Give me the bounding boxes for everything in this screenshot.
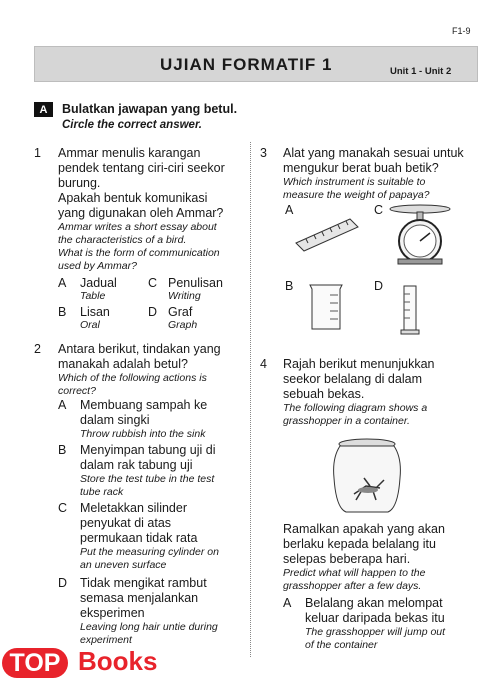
- page-code: F1-9: [452, 26, 471, 36]
- option-letter: D: [58, 576, 68, 590]
- question-number: 1: [34, 146, 41, 160]
- question-4-stem: Rajah berikut menunjukkan seekor belalang di dalam sebuah bekas. The following diagram shows a grasshopper in a container.: [283, 357, 435, 427]
- unit-range: Unit 1 - Unit 2: [390, 66, 452, 77]
- answer-option[interactable]: Tidak mengikat rambut semasa menjalankan eksperimen Leaving long hair untie during experiment: [80, 576, 218, 646]
- ruler-icon: [292, 213, 362, 253]
- answer-option[interactable]: Membuang sampah ke dalam singki Throw rubbish into the sink: [80, 398, 208, 440]
- option-letter[interactable]: B: [285, 279, 294, 293]
- watermark-text: Books: [78, 646, 158, 676]
- section-instruction: Bulatkan jawapan yang betul.: [62, 102, 238, 116]
- section-instruction-en: Circle the correct answer.: [62, 119, 202, 131]
- option-letter: A: [283, 596, 292, 610]
- answer-option[interactable]: Belalang akan melompat keluar daripada bekas itu The grasshopper will jump out of the container: [305, 596, 446, 651]
- question-number: 2: [34, 342, 41, 356]
- measuring-cylinder-icon: [400, 284, 420, 336]
- option-letter[interactable]: C: [374, 203, 384, 217]
- watermark-logo: TOP: [2, 648, 68, 678]
- option-letter: C: [58, 501, 68, 515]
- question-2-stem: Antara berikut, tindakan yang manakah adalah betul? Which of the following actions is correct?: [58, 342, 221, 397]
- answer-option[interactable]: Jadual Table: [80, 276, 117, 302]
- answer-option[interactable]: Penulisan Writing: [168, 276, 223, 302]
- option-letter: B: [58, 305, 67, 319]
- option-letter: B: [58, 443, 67, 457]
- question-4-prompt: Ramalkan apakah yang akan berlaku kepada belalang itu selepas beberapa hari. Predict what will happen to the grasshopper after a few days.: [283, 522, 445, 592]
- beaker-icon: [308, 283, 348, 333]
- question-number: 4: [260, 357, 267, 371]
- grasshopper-jar-icon: [326, 438, 408, 516]
- option-letter: C: [148, 276, 158, 290]
- option-letter: A: [58, 276, 67, 290]
- question-number: 3: [260, 146, 267, 160]
- question-1-stem: Ammar menulis karangan pendek tentang ciri-ciri seekor burung. Apakah bentuk komunikasi yang digunakan oleh Ammar? Ammar writes a short essay about the characteristics of a bird. What is the form of communication used by Ammar?: [58, 146, 225, 272]
- answer-option[interactable]: Graf Graph: [168, 305, 198, 331]
- option-letter: A: [58, 398, 67, 412]
- option-letter[interactable]: A: [285, 203, 294, 217]
- answer-option[interactable]: Meletakkan silinder penyukat di atas permukaan tidak rata Put the measuring cylinder on an uneven surface: [80, 501, 219, 571]
- answer-option[interactable]: Menyimpan tabung uji di dalam rak tabung uji Store the test tube in the test tube rack: [80, 443, 216, 498]
- column-divider: [250, 142, 251, 657]
- weighing-scale-icon: [386, 203, 456, 265]
- option-letter[interactable]: D: [374, 279, 384, 293]
- page-title: UJIAN FORMATIF 1: [160, 55, 333, 74]
- option-letter: D: [148, 305, 158, 319]
- answer-option[interactable]: Lisan Oral: [80, 305, 110, 331]
- question-3-stem: Alat yang manakah sesuai untuk mengukur berat buah betik? Which instrument is suitable to measure the weight of papaya?: [283, 146, 464, 201]
- section-badge: A: [34, 102, 53, 117]
